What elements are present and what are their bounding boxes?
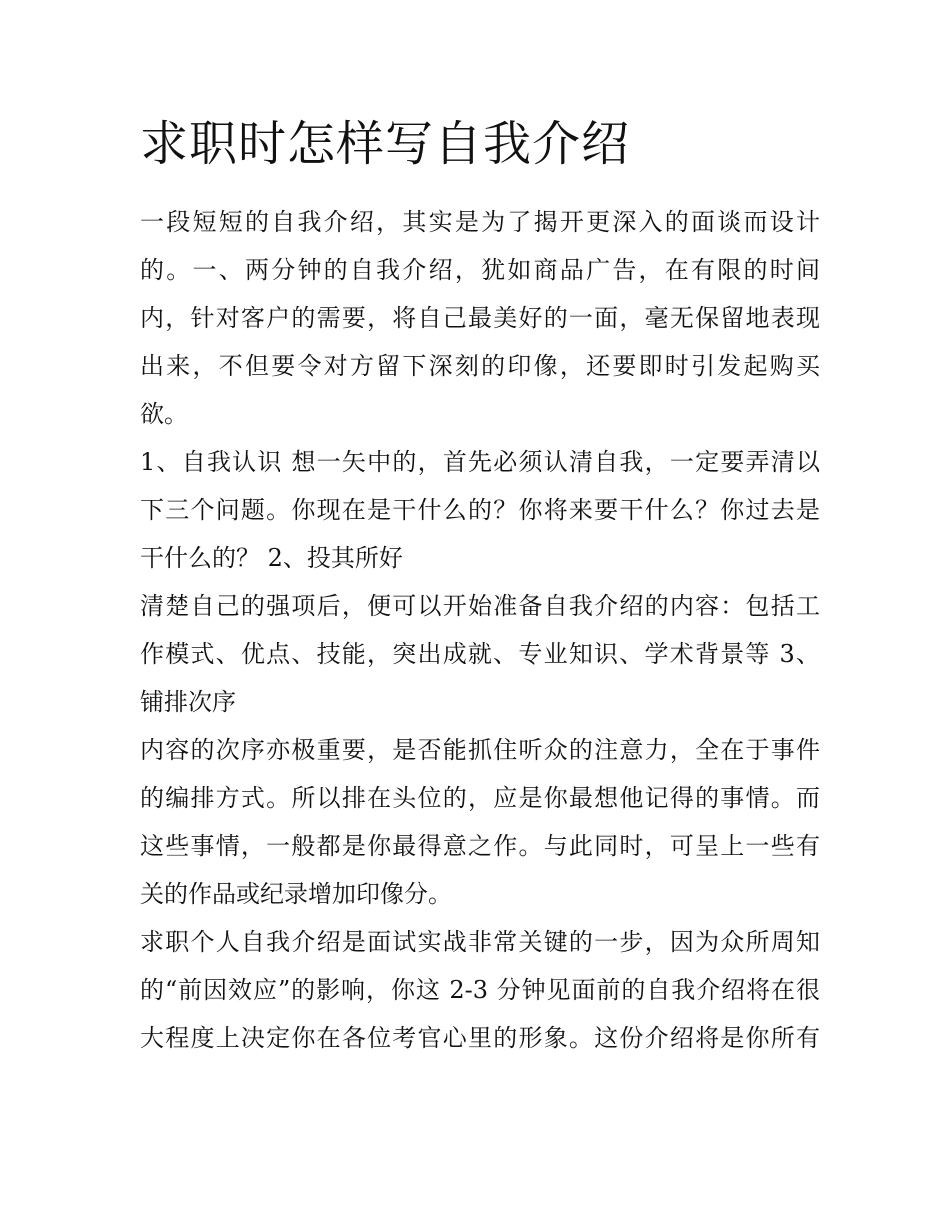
text-line: 欲。	[140, 400, 188, 428]
text-line: 这些事情，一般都是你最得意之作。与此同时，可呈上一些有	[140, 832, 820, 860]
paragraph-first-impression	[140, 918, 820, 1062]
paragraph-intro	[140, 198, 820, 438]
paragraph-self-knowledge	[140, 438, 820, 582]
text-line: 的“前因效应”的影响，你这 2-3 分钟见面前的自我介绍将在很	[140, 976, 820, 1004]
text-line: 铺排次序	[140, 688, 236, 716]
document-title: 求职时怎样写自我介绍	[140, 116, 631, 172]
text-line: 的。一、两分钟的自我介绍，犹如商品广告，在有限的时间	[140, 256, 820, 284]
text-line: 干什么的？ 2、投其所好	[140, 544, 403, 572]
text-line: 清楚自己的强项后，便可以开始准备自我介绍的内容：包括工	[140, 592, 820, 620]
text-line: 求职个人自我介绍是面试实战非常关键的一步，因为众所周知	[140, 928, 820, 956]
text-line: 内，针对客户的需要，将自己最美好的一面，毫无保留地表现	[140, 304, 820, 332]
text-line: 内容的次序亦极重要，是否能抓住听众的注意力，全在于事件	[140, 736, 820, 764]
paragraph-order	[140, 726, 820, 918]
text-line: 关的作品或纪录增加印像分。	[140, 880, 452, 908]
text-line: 一段短短的自我介绍，其实是为了揭开更深入的面谈而设计	[140, 208, 820, 236]
text-line: 的编排方式。所以排在头位的，应是你最想他记得的事情。而	[140, 784, 820, 812]
text-line: 1、自我认识 想一矢中的，首先必须认清自我，一定要弄清以	[140, 448, 820, 476]
paragraph-strengths	[140, 582, 820, 726]
text-line: 出来，不但要令对方留下深刻的印像，还要即时引发起购买	[140, 352, 820, 380]
document-page	[140, 112, 820, 1062]
text-line: 下三个问题。你现在是干什么的？你将来要干什么？你过去是	[140, 496, 820, 524]
text-line: 大程度上决定你在各位考官心里的形象。这份介绍将是你所有	[140, 1024, 820, 1052]
text-line: 作模式、优点、技能，突出成就、专业知识、学术背景等 3、	[140, 640, 820, 668]
